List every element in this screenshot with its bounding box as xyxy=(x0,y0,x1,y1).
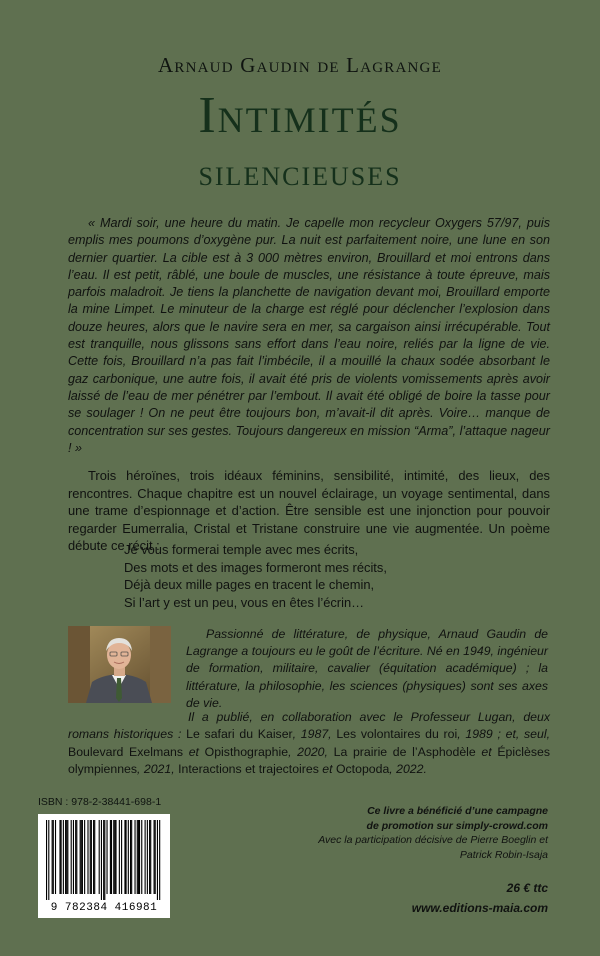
bio-sep: et xyxy=(183,744,205,759)
barcode-bar xyxy=(138,820,139,894)
book-title: Le safari du Kaiser xyxy=(186,727,293,742)
bio-intro: Il a publié, en collaboration avec le Professeur Lugan, deux romans historiques : xyxy=(68,710,550,742)
book-title: Octopoda xyxy=(335,762,390,777)
book-title: Les volontaires du roi xyxy=(336,727,458,742)
book-title: La prairie de l’Asphodèle xyxy=(333,744,476,759)
barcode-bar xyxy=(104,820,105,900)
barcode-bar xyxy=(71,820,72,894)
barcode-bar xyxy=(82,820,83,894)
barcode-bar xyxy=(150,820,151,894)
bio-sep: , 2020, xyxy=(288,744,334,759)
barcode-bar xyxy=(149,820,150,894)
barcode-bar xyxy=(141,820,142,894)
bio-sep: et xyxy=(475,744,498,759)
poem-line: Déjà deux mille pages en tracent le chemin, xyxy=(124,577,375,593)
author-bio-2 xyxy=(68,709,550,779)
barcode-bar xyxy=(126,820,127,894)
barcode-bar xyxy=(75,820,76,894)
barcode-bar xyxy=(46,820,47,900)
barcode-bar xyxy=(130,820,131,894)
barcode-bar xyxy=(81,820,82,894)
book-title: Interactions et trajectoires xyxy=(178,762,319,777)
promo-block xyxy=(278,804,548,862)
barcode-bar xyxy=(131,820,132,894)
barcode-bar xyxy=(67,820,68,894)
promo-line-1: Ce livre a bénéficié d’une campagne xyxy=(367,805,548,817)
excerpt-quote: « Mardi soir, une heure du matin. Je capelle mon recycleur Oxygers 57/97, puis emplis mes poumons d’oxygène pur. La nuit est parfaitement noire, une lune en son dernier quartier. La cible est à 3 000 mètres environ, Brouillard et moi entrons dans l’eau. Il est petit, râblé, une boule de muscles, une résistance à toute épreuve, mais parfois maladroit. Je tiens la planchette de navigation devant moi, Brouillard emporte la mine Limpet. Le minuteur de la charge est réglé pour déclencher l’explosion dans douze heures, alors que le navire sera en mer, sa cargaison ainsi irrécupérable. Tout est tranquille, nous glissons sans effort dans l’eau noire, reliés par la ligne de vie. Cette fois, Brouillard n’a pas fait l’imbécile, il a mouillé la chaux sodée absorbant le gaz carbonique, une autre fois, il avait été pris de violents vomissements après avoir laissé de l’eau de mer pénétrer par l’embout. Il avait été obligé de boire la tasse pour se soulager ! On ne peut être toujours bon, m’avait-il dit après. Voire… manque de concentration sur ses gestes. Toujours dangereux en mission “Arma”, l’attaque nageur ! » xyxy=(68,216,550,455)
bio-sep: , 1987, xyxy=(292,727,337,742)
barcode-bar xyxy=(90,820,91,894)
book-title: Opisthographie xyxy=(204,744,289,759)
barcode-bar xyxy=(76,820,77,894)
barcode-bar xyxy=(59,820,60,894)
author-name xyxy=(0,53,600,78)
publisher-website: www.editions-maia.com xyxy=(411,901,548,915)
isbn-label: ISBN : 978-2-38441-698-1 xyxy=(38,796,162,808)
bio-sep: , 2021, xyxy=(137,762,179,777)
barcode-bar xyxy=(94,820,95,894)
barcode-bar xyxy=(128,820,129,894)
promo-line-2: de promotion sur simply-crowd.com xyxy=(366,819,548,832)
barcode-bar xyxy=(159,820,160,900)
barcode-bar xyxy=(113,820,114,894)
barcode-bar xyxy=(65,820,66,894)
poem-line: Je vous formerai temple avec mes écrits, xyxy=(124,542,359,557)
title-line-1 xyxy=(0,88,600,144)
barcode xyxy=(38,814,170,918)
barcode-bar xyxy=(106,820,107,894)
barcode-bar xyxy=(66,820,67,894)
barcode-bar xyxy=(52,820,53,894)
author-name-text: Arnaud Gaudin de Lagrange xyxy=(158,53,442,77)
barcode-bar xyxy=(91,820,92,894)
barcode-bar xyxy=(61,820,62,894)
barcode-bar xyxy=(110,820,111,894)
barcode-bars-icon xyxy=(38,814,170,902)
barcode-bar xyxy=(121,820,122,894)
poem-line: Si l’art y est un peu, vous en êtes l’écrin… xyxy=(124,594,365,610)
barcode-bar xyxy=(147,820,148,894)
barcode-bar xyxy=(154,820,155,894)
barcode-bar xyxy=(139,820,140,894)
book-title: Boulevard Exelmans xyxy=(68,744,184,759)
barcode-bar xyxy=(134,820,135,894)
barcode-bar xyxy=(145,820,146,894)
title-line-2 xyxy=(0,154,600,194)
barcode-bar xyxy=(84,820,85,894)
barcode-bar xyxy=(48,820,49,900)
promo-line-3: Avec la participation décisive de Pierre Boeglin et xyxy=(318,834,548,847)
poem xyxy=(124,541,387,611)
barcode-bar xyxy=(87,820,88,894)
barcode-number: 9 782384 416981 xyxy=(50,902,158,914)
bio-end: , 2022. xyxy=(389,762,427,777)
book-title: Épiclèses olympiennes xyxy=(68,744,550,777)
bio-sep: et xyxy=(318,762,336,777)
barcode-bar xyxy=(124,820,125,894)
barcode-bar xyxy=(80,820,81,894)
barcode-bar xyxy=(93,820,94,894)
barcode-bar xyxy=(155,820,156,894)
synopsis: Trois héroïnes, trois idéaux féminins, sensibilité, intimité, des lieux, des rencontres. Chaque chapitre est un nouvel éclairage, un voyage sentimental, dans une trame d’espionnage et d’action. Être sensible est une injonction pour pouvoir regarder Eumerralia, Cristal et Tristane construire une vie augmentée. Un poème débute ce récit : xyxy=(68,468,550,553)
barcode-bar xyxy=(111,820,112,894)
barcode-bar xyxy=(63,820,64,894)
barcode-bar xyxy=(73,820,74,894)
barcode-bar xyxy=(101,820,102,900)
price: 26 € ttc xyxy=(506,881,548,895)
promo-line-4: Patrick Robin-Isaja xyxy=(459,848,548,861)
barcode-bar xyxy=(114,820,115,894)
barcode-bar xyxy=(157,820,158,900)
barcode-bar xyxy=(99,820,100,894)
author-bio-1: Passionné de littérature, de physique, Arnaud Gaudin de Lagrange a toujours eu le goût de l’écriture. Né en 1949, ingénieur de formation, militaire, cavalier (équitation académique) ; la littérature, la philosophie, les sciences (physiques) sont ses axes de vie. xyxy=(186,627,548,710)
title-line-1-text: Intimités xyxy=(198,87,402,144)
author-photo xyxy=(68,626,171,703)
barcode-bar xyxy=(115,820,116,894)
barcode-bar xyxy=(137,820,138,894)
poem-line: Des mots et des images formeront mes récits, xyxy=(124,559,387,575)
bio-sep: , 1989 ; et, seul, xyxy=(457,727,551,742)
barcode-bar xyxy=(53,820,54,894)
barcode-bar xyxy=(119,820,120,894)
barcode-bar xyxy=(103,820,104,900)
title-line-2-text: silencieuses xyxy=(198,153,402,194)
barcode-bar xyxy=(55,820,56,894)
